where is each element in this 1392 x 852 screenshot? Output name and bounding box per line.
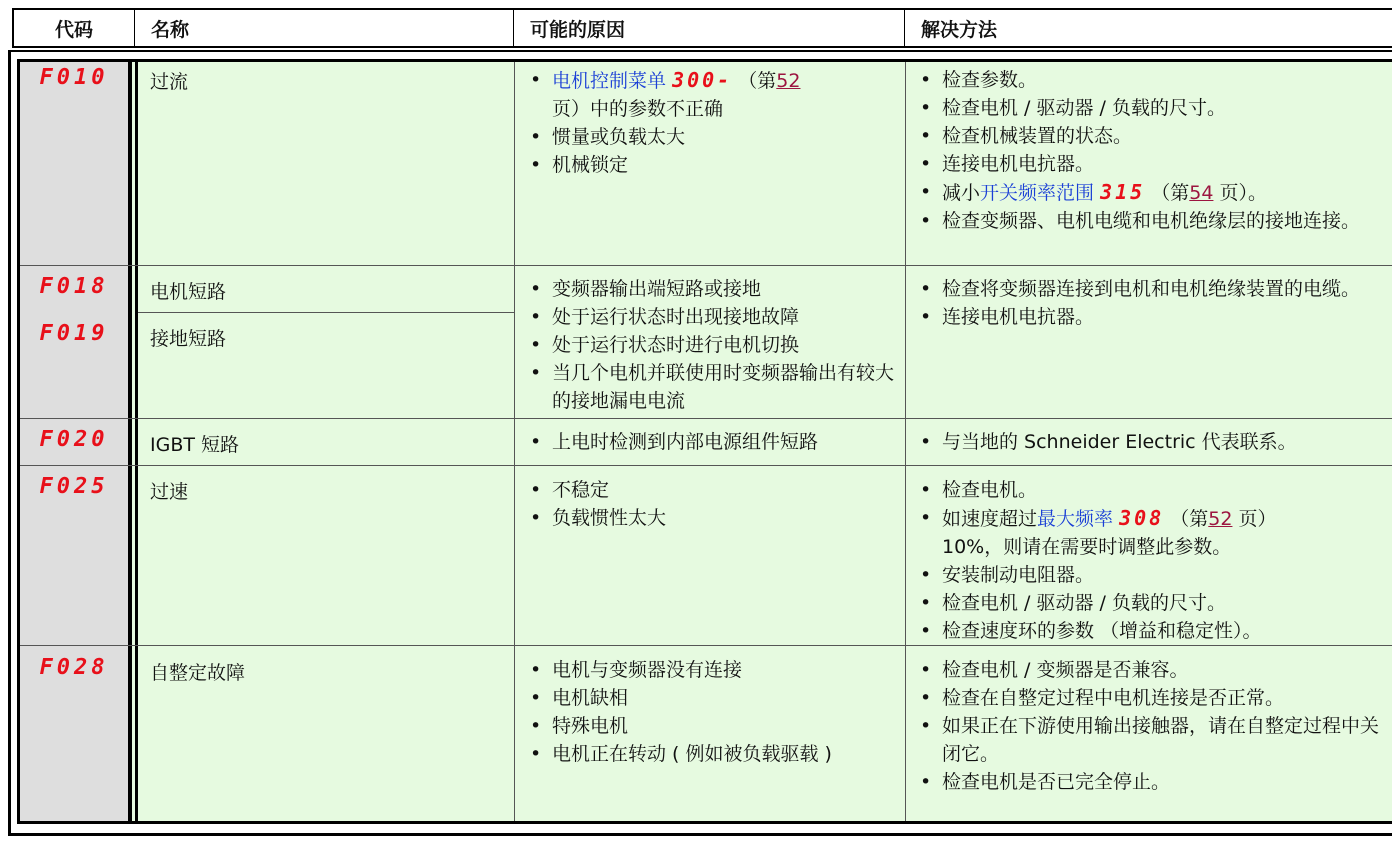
fault-name: 自整定故障 xyxy=(150,662,246,684)
list-item: • 连接电机电抗器。 xyxy=(918,150,1380,178)
list-item: • 电机与变频器没有连接 xyxy=(528,656,898,684)
column-divider xyxy=(135,62,138,821)
list-item: • 检查将变频器连接到电机和电机绝缘装置的电缆。 xyxy=(918,275,1380,303)
list-item: • 检查电机是否已完全停止。 xyxy=(918,768,1380,796)
list-item: • 电机正在转动 ( 例如被负载驱载 ) xyxy=(528,740,898,768)
menu-link[interactable]: 电机控制菜单 xyxy=(552,70,667,92)
solutions-list xyxy=(918,656,1380,796)
page-link[interactable]: 52 xyxy=(1208,508,1233,530)
list-item: • 电机缺相 xyxy=(528,684,898,712)
fault-code: F028 xyxy=(39,655,109,680)
column-divider xyxy=(514,62,515,821)
solutions-list xyxy=(918,476,1380,645)
list-item: • 检查电机。 xyxy=(918,476,1380,504)
list-item: • 检查速度环的参数 （增益和稳定性）。 xyxy=(918,617,1380,645)
list-item: • 连接电机电抗器。 xyxy=(918,303,1380,331)
list-item: • 检查参数。 xyxy=(918,66,1380,94)
header-causes: 可能的原因 xyxy=(514,10,905,46)
list-item: • 检查电机 / 驱动器 / 负载的尺寸。 xyxy=(918,589,1380,617)
row-divider xyxy=(20,265,1392,266)
table-header xyxy=(12,8,1392,48)
list-item: • 不稳定 xyxy=(528,476,898,504)
list-item: • 上电时检测到内部电源组件短路 xyxy=(528,428,898,456)
fault-name: 电机短路 xyxy=(150,281,227,303)
fault-name: 接地短路 xyxy=(150,328,227,350)
list-item: • 检查电机 / 变频器是否兼容。 xyxy=(918,656,1380,684)
list-item: • 特殊电机 xyxy=(528,712,898,740)
list-item: • 变频器输出端短路或接地 xyxy=(528,275,898,303)
range-link[interactable]: 开关频率范围 xyxy=(980,182,1095,204)
param-code: 300- xyxy=(672,68,733,92)
text: 页）中的参数不正确 xyxy=(552,98,724,120)
list-item xyxy=(918,504,1380,561)
text: 页）。 xyxy=(1219,182,1268,204)
row-divider xyxy=(20,465,1392,466)
text: 如速度超过 xyxy=(942,508,1038,530)
text: （第 xyxy=(738,70,777,92)
param-code: 308 xyxy=(1119,506,1165,530)
list-item: • 处于运行状态时进行电机切换 xyxy=(528,331,898,359)
param-code: 315 xyxy=(1100,180,1146,204)
header-code: 代码 xyxy=(12,10,135,46)
list-item: • 当几个电机并联使用时变频器输出有较大的接地漏电电流 xyxy=(528,359,898,415)
header-solutions: 解决方法 xyxy=(921,18,998,41)
max-freq-link[interactable]: 最大频率 xyxy=(1037,508,1114,530)
column-divider xyxy=(905,62,906,821)
list-item: • 安装制动电阻器。 xyxy=(918,561,1380,589)
solutions-list xyxy=(918,428,1380,456)
fault-code: F020 xyxy=(39,427,109,452)
list-item: • 如果正在下游使用输出接触器，请在自整定过程中关闭它。 xyxy=(918,712,1380,768)
column-divider xyxy=(128,62,132,821)
header-name: 名称 xyxy=(135,10,514,46)
list-item: • 负载惯性太大 xyxy=(528,504,898,532)
fault-name: IGBT 短路 xyxy=(150,434,240,456)
row-divider xyxy=(20,645,1392,646)
text: 减小 xyxy=(942,182,981,204)
causes-list xyxy=(528,656,898,768)
list-item: • 与当地的 Schneider Electric 代表联系。 xyxy=(918,428,1380,456)
solutions-list xyxy=(918,66,1380,235)
row-divider xyxy=(138,312,514,313)
page-link[interactable]: 54 xyxy=(1189,182,1214,204)
text: （第 xyxy=(1151,182,1190,204)
fault-code: F019 xyxy=(39,321,109,346)
fault-name: 过流 xyxy=(150,71,189,93)
fault-code: F010 xyxy=(39,65,109,90)
list-item: • 惯量或负载太大 xyxy=(528,123,898,151)
fault-code: F018 xyxy=(39,274,109,299)
causes-list xyxy=(528,275,898,415)
row-divider xyxy=(20,418,1392,419)
causes-list xyxy=(528,476,898,532)
solutions-list xyxy=(918,275,1380,331)
list-item: • 处于运行状态时出现接地故障 xyxy=(528,303,898,331)
list-item: • 检查电机 / 驱动器 / 负载的尺寸。 xyxy=(918,94,1380,122)
fault-name: 过速 xyxy=(150,481,189,503)
list-item: • 检查机械装置的状态。 xyxy=(918,122,1380,150)
page-link[interactable]: 52 xyxy=(776,70,801,92)
causes-list xyxy=(528,428,898,456)
text: 页） xyxy=(1238,508,1277,530)
list-item xyxy=(918,178,1380,207)
list-item: • 机械锁定 xyxy=(528,151,898,179)
text: （第 xyxy=(1170,508,1209,530)
list-item: • 检查在自整定过程中电机连接是否正常。 xyxy=(918,684,1380,712)
causes-list xyxy=(528,66,898,179)
fault-code: F025 xyxy=(39,474,109,499)
text: 10%，则请在需要时调整此参数。 xyxy=(942,536,1232,558)
list-item: • 检查变频器、电机电缆和电机绝缘层的接地连接。 xyxy=(918,207,1380,235)
list-item xyxy=(528,66,898,123)
